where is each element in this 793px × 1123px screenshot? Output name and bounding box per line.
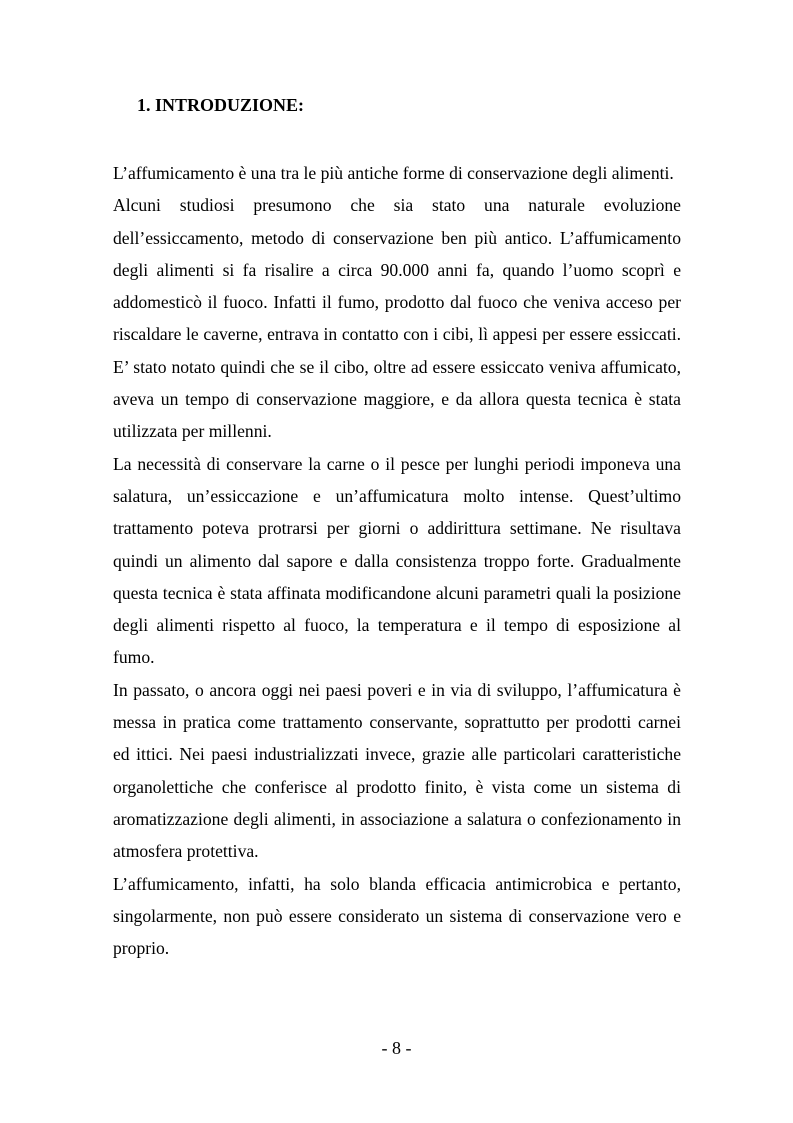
body-text [113,157,681,964]
paragraph-2: Alcuni studiosi presumono che sia stato una naturale evoluzione dell’essiccamento, metodo di conservazione ben più antico. L’affumicamento degli alimenti si fa risalire a circa 90.000 anni fa, quando l’uomo scoprì e addomesticò il fuoco. Infatti il fumo, prodotto dal fuoco che veniva acceso per riscaldare le caverne, entrava in contatto con i cibi, lì appesi per essere essiccati. E’ stato notato quindi che se il cibo, oltre ad essere essiccato veniva affumicato, aveva un tempo di conservazione maggiore, e da allora questa tecnica è stata utilizzata per millenni. [113,195,681,442]
page-number: - 8 - [381,1038,412,1058]
paragraph-1: L’affumicamento è una tra le più antiche forme di conservazione degli alimenti. [113,163,674,183]
paragraph-5: L’affumicamento, infatti, ha solo blanda efficacia antimicrobica e pertanto, singolarmente, non può essere considerato un sistema di conservazione vero e proprio. [113,873,681,959]
section-heading: 1. INTRODUZIONE: [137,95,305,115]
paragraph-4: In passato, o ancora oggi nei paesi poveri e in via di sviluppo, l’affumicatura è messa in pratica come trattamento conservante, soprattutto per prodotti carnei ed ittici. Nei paesi industrializzati invece, grazie alle particolari caratteristiche organolettiche che conferisce al prodotto finito, è vista come un sistema di aromatizzazione degli alimenti, in associazione a salatura o confezionamento in atmosfera protettiva. [113,679,681,862]
paragraph-3: La necessità di conservare la carne o il pesce per lunghi periodi imponeva una salatura, un’essiccazione e un’affumicatura molto intense. Quest’ultimo trattamento poteva protrarsi per giorni o addirittura settimane. Ne risultava quindi un alimento dal sapore e dalla consistenza troppo forte. Gradualmente questa tecnica è stata affinata modificandone alcuni parametri quali la posizione degli alimenti rispetto al fuoco, la temperatura e il tempo di esposizione al fumo. [113,453,681,668]
